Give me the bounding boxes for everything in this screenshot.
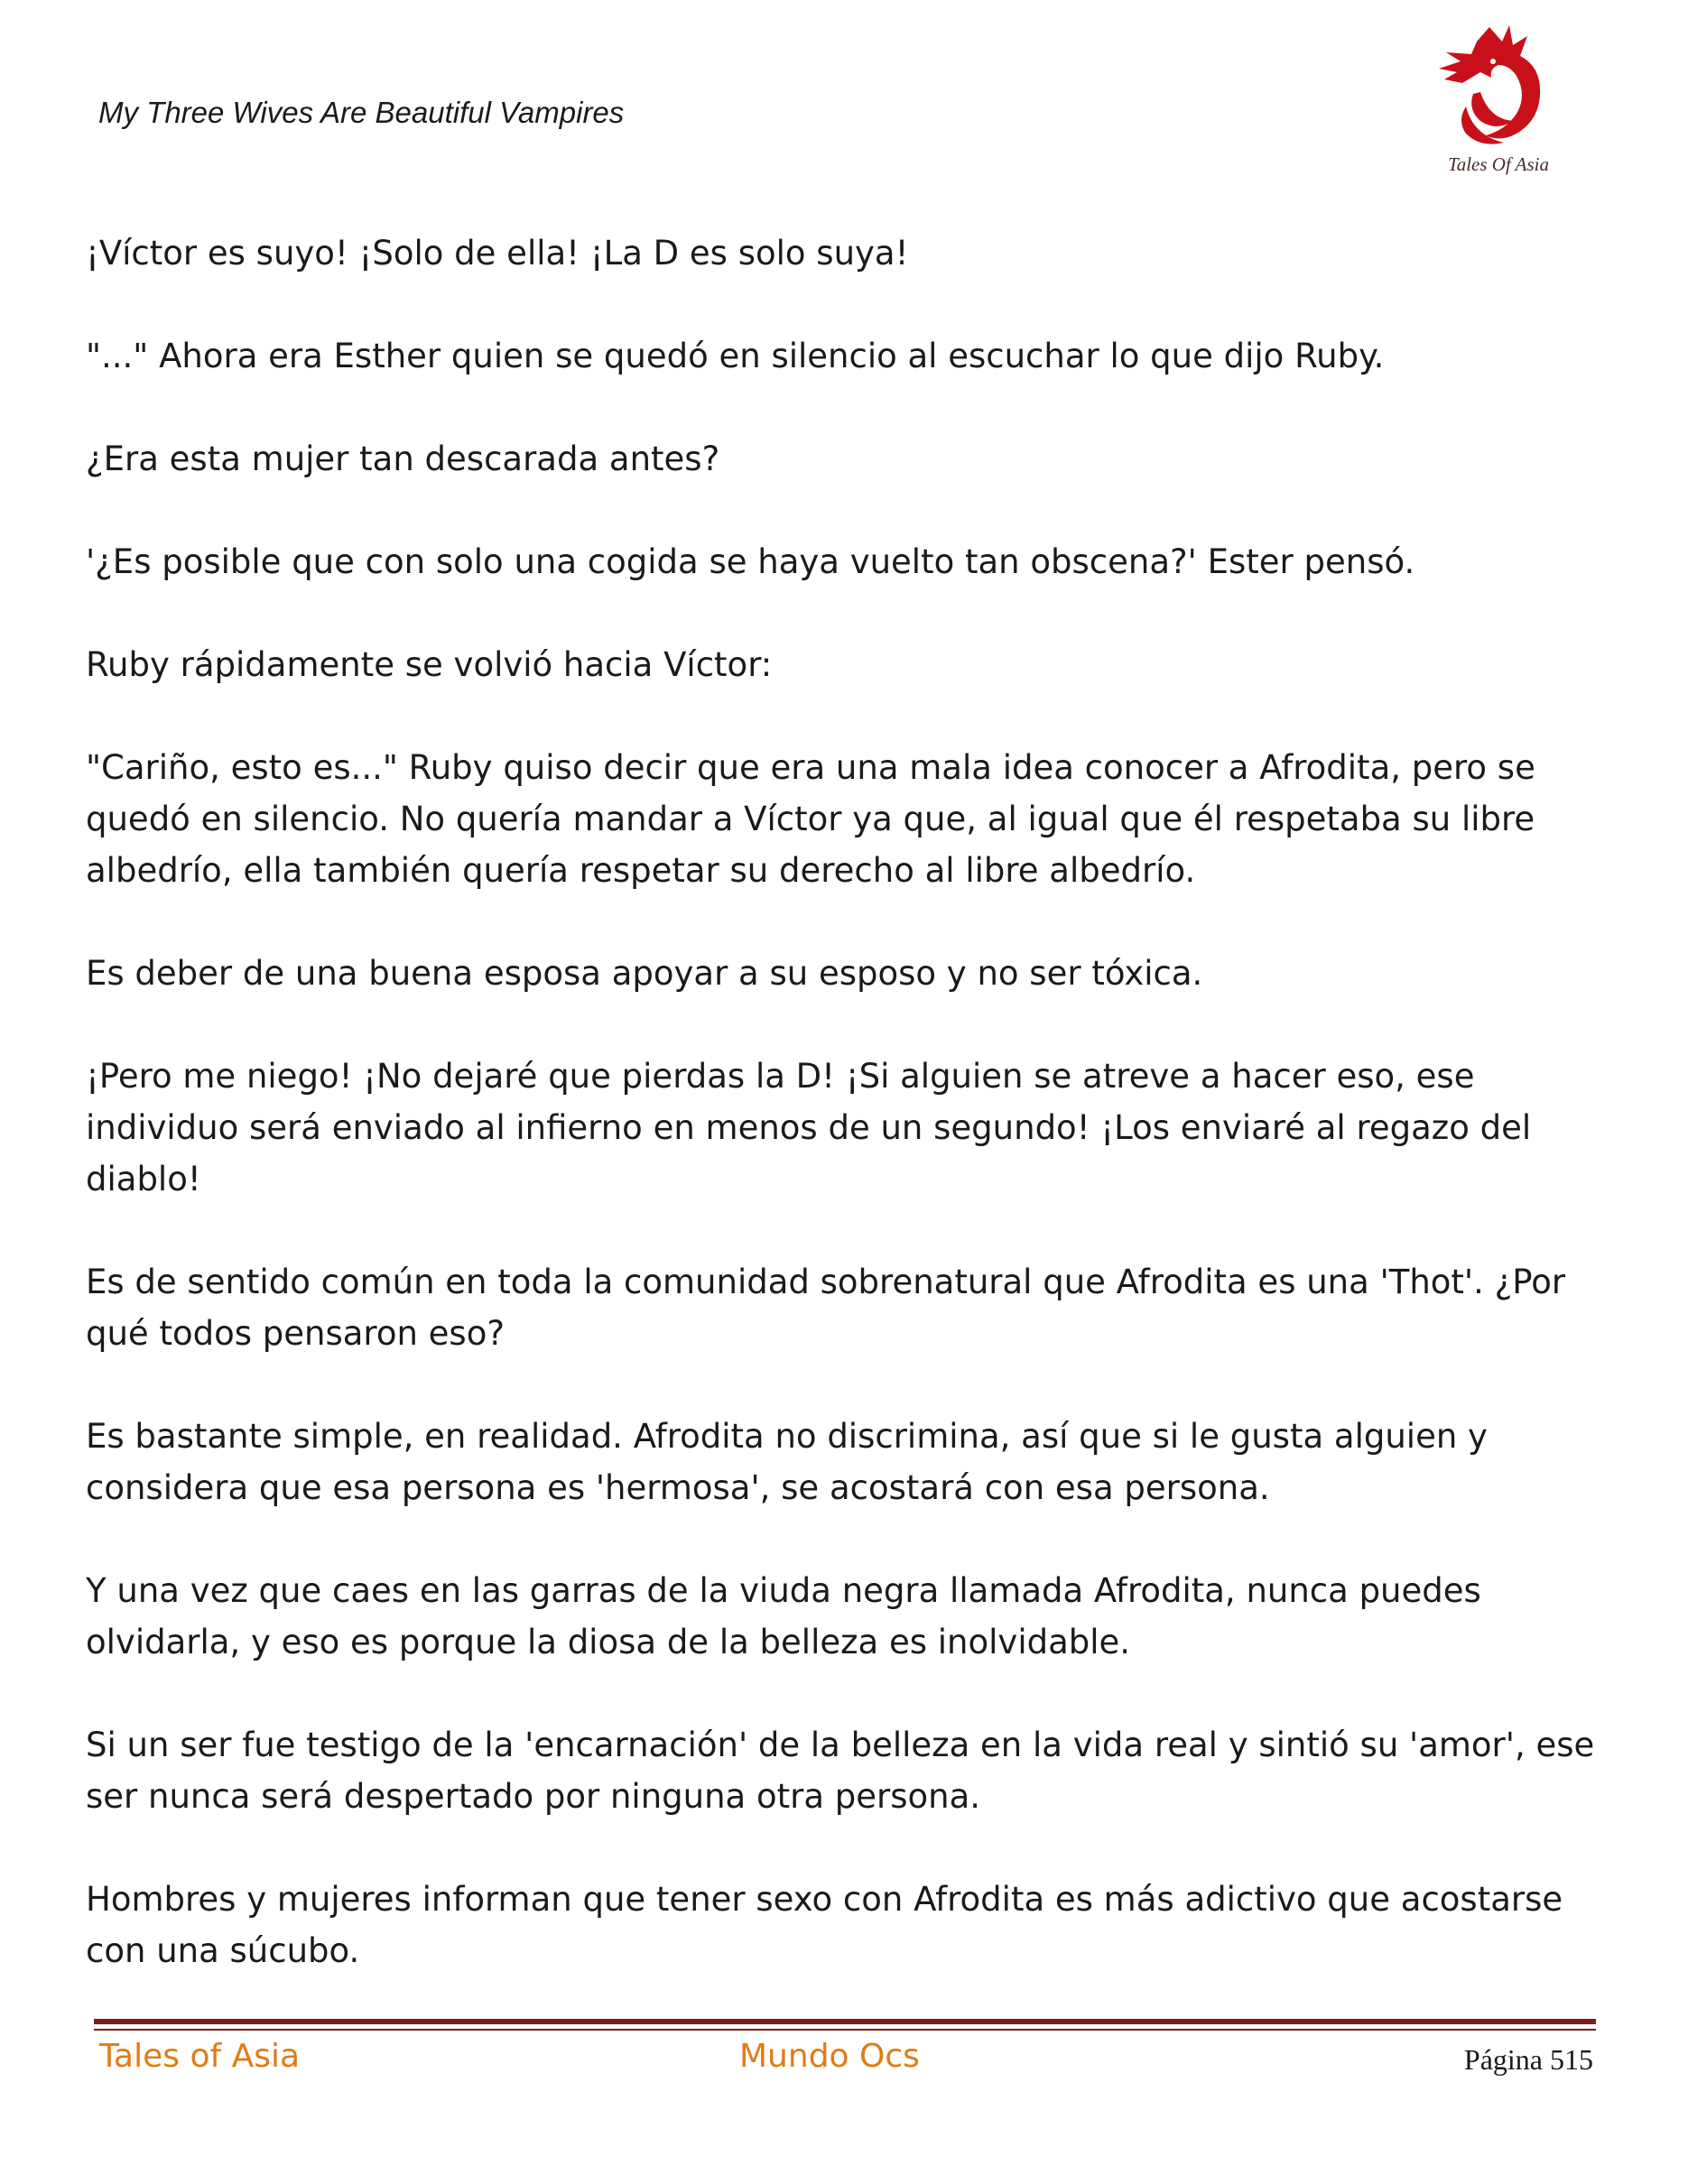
text-line: Es de sentido común en toda la comunidad sobrenatural que Afrodita es una 'Thot'. ¿Por (86, 1263, 1566, 1301)
text-line: olvidarla, y eso es porque la diosa de la belleza es inolvidable. (86, 1623, 1131, 1661)
text-line: considera que esa persona es 'hermosa', se acostará con esa persona. (86, 1468, 1270, 1507)
paragraph (86, 433, 1620, 485)
paragraph (86, 227, 1620, 279)
text-line: ser nunca será despertado por ninguna otra persona. (86, 1777, 981, 1816)
book-title: My Three Wives Are Beautiful Vampires (98, 96, 625, 129)
paragraph (86, 948, 1620, 999)
paragraph (86, 1874, 1620, 1976)
paragraph (86, 1256, 1620, 1359)
text-line: qué todos pensaron eso? (86, 1314, 505, 1353)
tales-of-asia-logo (1426, 20, 1571, 182)
text-line: "Cariño, esto es..." Ruby quiso decir que era una mala idea conocer a Afrodita, pero se (86, 748, 1535, 787)
body-text (86, 227, 1620, 2028)
text-line: Es bastante simple, en realidad. Afrodita no discrimina, así que si le gusta alguien y (86, 1417, 1488, 1456)
text-line: ¿Era esta mujer tan descarada antes? (86, 440, 720, 478)
text-line: Y una vez que caes en las garras de la viuda negra llamada Afrodita, nunca puedes (86, 1571, 1481, 1610)
logo-text: Tales Of Asia (1447, 153, 1550, 175)
text-line: con una súcubo. (86, 1931, 360, 1970)
text-line: individuo será enviado al infierno en menos de un segundo! ¡Los enviaré al regazo del (86, 1108, 1532, 1147)
text-line: diablo! (86, 1160, 201, 1198)
text-line: "..." Ahora era Esther quien se quedó en silencio al escuchar lo que dijo Ruby. (86, 337, 1385, 375)
footer-translator: Mundo Ocs (739, 2038, 920, 2075)
page-number: Página 515 (1463, 2043, 1593, 2076)
text-line: Hombres y mujeres informan que tener sexo con Afrodita es más adictivo que acostarse (86, 1880, 1563, 1919)
text-line: quedó en silencio. No quería mandar a Víctor ya que, al igual que él respetaba su libre (86, 800, 1535, 838)
paragraph (86, 1565, 1620, 1668)
paragraph (86, 1050, 1620, 1205)
text-line: Ruby rápidamente se volvió hacia Víctor: (86, 645, 773, 684)
footer-publisher: Tales of Asia (99, 2038, 301, 2075)
text-line: albedrío, ella también quería respetar su derecho al libre albedrío. (86, 851, 1196, 890)
text-line: Es deber de una buena esposa apoyar a su esposo y no ser tóxica. (86, 954, 1203, 993)
text-line: Si un ser fue testigo de la 'encarnación' de la belleza en la vida real y sintió su 'amor', ese (86, 1726, 1595, 1764)
text-line: ¡Víctor es suyo! ¡Solo de ella! ¡La D es solo suya! (86, 234, 909, 273)
text-line: '¿Es posible que con solo una cogida se haya vuelto tan obscena?' Ester pensó. (86, 542, 1415, 581)
text-line: ¡Pero me niego! ¡No dejaré que pierdas la D! ¡Si alguien se atreve a hacer eso, ese (86, 1057, 1475, 1096)
paragraph (86, 742, 1620, 896)
paragraph (86, 330, 1620, 382)
paragraph (86, 1411, 1620, 1513)
paragraph (86, 536, 1620, 588)
footer-divider (94, 2019, 1596, 2024)
paragraph (86, 639, 1620, 690)
footer-divider-thin (94, 2029, 1596, 2031)
red-dragon-icon (1426, 20, 1571, 155)
paragraph (86, 1719, 1620, 1822)
